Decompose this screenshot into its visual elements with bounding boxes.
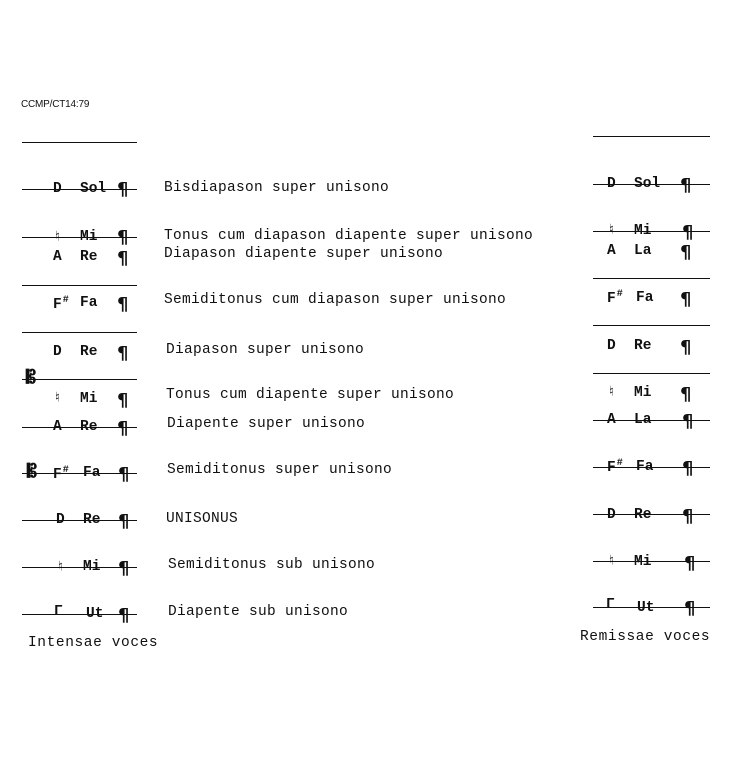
left-note-letter: F# [53,465,69,483]
right-note-letter: D [607,507,616,523]
note-flag-icon: ¶ [680,337,692,358]
left-note-syllable: Mi [80,229,98,245]
note-flag-icon: ¶ [118,558,130,579]
left-note-syllable: Ut [86,606,104,622]
reference-label: CCMP/CT14:79 [21,99,90,110]
right-note-letter: F# [607,289,623,307]
note-flag-icon: ¶ [117,227,129,248]
left-note-letter: Γ [54,604,63,620]
interval-label: Semiditonus cum diapason super unisono [164,292,507,308]
interval-label: Semiditonus sub unisono [168,557,376,573]
interval-label: Tonus cum diapason diapente super unisono [164,228,534,244]
note-flag-icon: ¶ [680,384,692,405]
right-note-syllable: Mi [634,223,652,239]
left-staff-line [22,332,137,333]
interval-label: Diapente sub unisono [168,604,349,620]
note-flag-icon: ¶ [117,343,129,364]
interval-label: UNISONUS [166,511,239,527]
right-note-letter: D [607,338,616,354]
left-note-letter: D [56,512,65,528]
right-staff-line [593,278,710,279]
note-flag-icon: ¶ [117,390,129,411]
left-note-letter: D [53,181,62,197]
interval-label: Diapason super unisono [166,342,365,358]
right-note-syllable: La [634,412,652,428]
right-staff-line [593,136,710,137]
note-flag-icon: ¶ [680,175,692,196]
note-flag-icon: ¶ [680,289,692,310]
left-staff-line [22,142,137,143]
interval-label: Semiditonus super unisono [167,462,393,478]
left-note-letter: F# [53,295,69,313]
note-flag-icon: ¶ [682,506,694,527]
left-note-syllable: Mi [83,559,101,575]
left-note-syllable: Re [80,419,98,435]
left-note-syllable: Fa [83,465,101,481]
clef-icon: 𝄡 [26,367,37,388]
clef-icon: 𝄡 [27,461,38,482]
note-flag-icon: ¶ [118,464,130,485]
right-note-letter: D [607,176,616,192]
right-note-letter: F# [607,458,623,476]
right-note-letter: ♮ [607,554,616,570]
right-note-syllable: Mi [634,554,652,570]
right-note-syllable: Mi [634,385,652,401]
right-staff-line [593,325,710,326]
right-caption: Remissae voces [580,629,711,645]
left-staff-line [22,379,137,380]
note-flag-icon: ¶ [682,222,694,243]
note-flag-icon: ¶ [117,248,129,269]
right-note-syllable: Fa [636,290,654,306]
right-note-syllable: La [634,243,652,259]
note-flag-icon: ¶ [118,605,130,626]
left-note-syllable: Mi [80,391,98,407]
left-note-syllable: Re [83,512,101,528]
right-note-letter: ♮ [607,385,616,401]
right-note-syllable: Re [634,338,652,354]
interval-label: Diapente super unisono [167,416,366,432]
note-flag-icon: ¶ [684,598,696,619]
interval-label: Tonus cum diapente super unisono [166,387,455,403]
right-note-letter: A [607,412,616,428]
right-note-letter: ♮ [607,223,616,239]
right-note-syllable: Sol [634,176,661,192]
left-note-letter: A [53,419,62,435]
left-note-letter: ♮ [56,560,65,576]
right-note-letter: A [607,243,616,259]
note-flag-icon: ¶ [118,511,130,532]
left-note-letter: ♮ [53,230,62,246]
interval-label: Bisdiapason super unisono [164,180,390,196]
left-note-syllable: Fa [80,295,98,311]
note-flag-icon: ¶ [682,411,694,432]
note-flag-icon: ¶ [117,294,129,315]
note-flag-icon: ¶ [117,179,129,200]
right-note-syllable: Fa [636,459,654,475]
left-staff-line [22,285,137,286]
left-note-syllable: Re [80,249,98,265]
left-note-letter: A [53,249,62,265]
note-flag-icon: ¶ [684,553,696,574]
right-staff-line [593,373,710,374]
right-note-syllable: Ut [637,600,655,616]
note-flag-icon: ¶ [117,418,129,439]
note-flag-icon: ¶ [682,458,694,479]
left-note-letter: D [53,344,62,360]
note-flag-icon: ¶ [680,242,692,263]
interval-label: Diapason diapente super unisono [164,246,444,262]
left-note-syllable: Sol [80,181,107,197]
right-note-letter: Γ [606,597,615,613]
left-note-letter: ♮ [53,391,62,407]
right-note-syllable: Re [634,507,652,523]
left-caption: Intensae voces [28,635,159,651]
left-note-syllable: Re [80,344,98,360]
